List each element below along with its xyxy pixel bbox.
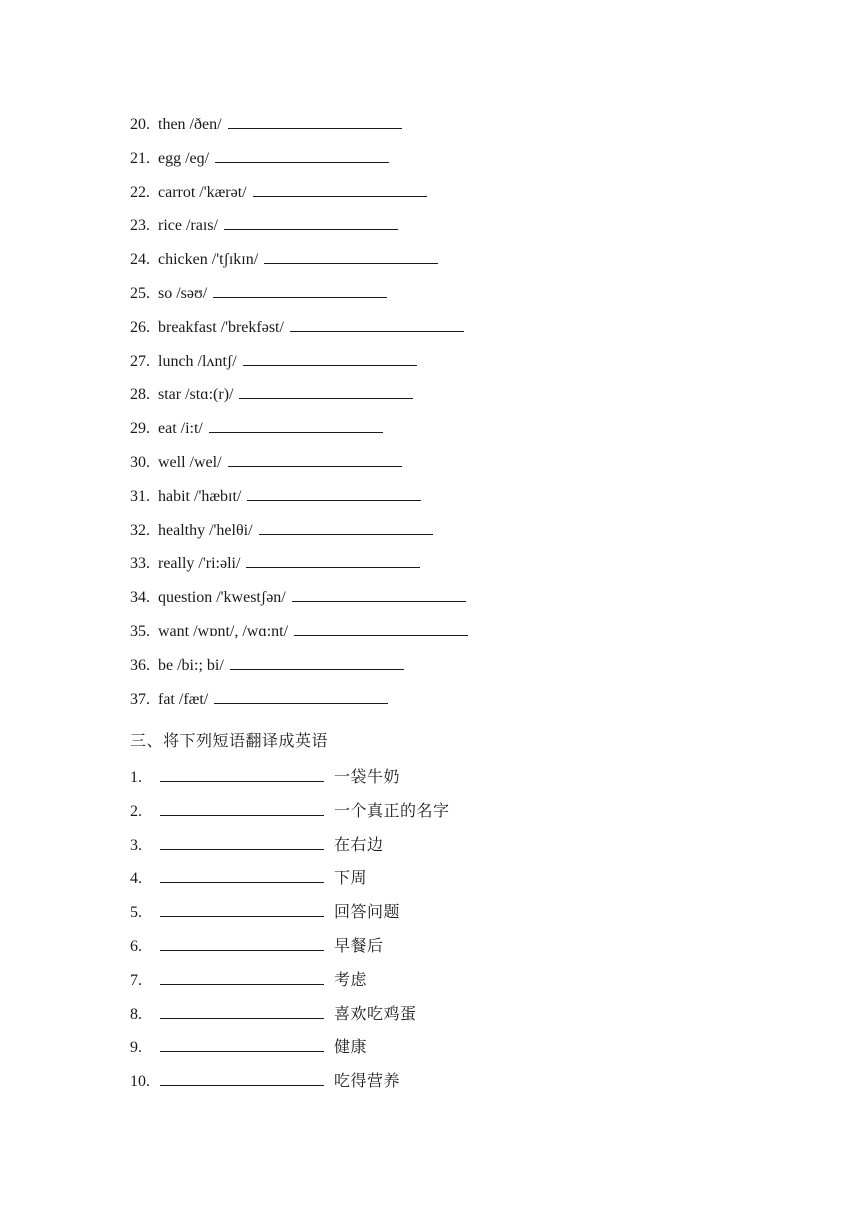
vocab-item — [130, 516, 730, 550]
phrase-chinese: 健康 — [334, 1037, 368, 1057]
answer-blank — [160, 763, 324, 782]
answer-blank — [160, 1000, 324, 1019]
vocab-word: be /bi:; bi/ — [158, 656, 224, 674]
vocab-item — [130, 110, 730, 144]
phrase-chinese: 一个真正的名字 — [334, 800, 450, 820]
vocab-item — [130, 583, 730, 617]
vocab-item — [130, 617, 730, 651]
vocab-word: eat /i:t/ — [158, 420, 203, 438]
answer-blank — [264, 245, 438, 264]
vocab-word: carrot /'kærət/ — [158, 183, 247, 201]
vocab-number: 35. — [130, 622, 150, 640]
answer-blank — [160, 898, 324, 917]
vocab-word: question /'kwestʃən/ — [158, 589, 286, 607]
vocab-number: 37. — [130, 690, 150, 708]
phrase-chinese: 回答问题 — [334, 902, 401, 922]
answer-blank — [230, 651, 404, 670]
vocab-word: then /ðen/ — [158, 116, 222, 133]
answer-blank — [246, 549, 420, 568]
answer-blank — [160, 864, 324, 883]
phrase-item — [130, 1000, 730, 1034]
answer-blank — [160, 966, 324, 985]
answer-blank — [259, 516, 433, 535]
answer-blank — [215, 144, 389, 163]
phrase-chinese: 早餐后 — [334, 935, 384, 955]
phrase-number: 6. — [130, 937, 142, 955]
vocab-number: 29. — [130, 420, 150, 438]
vocab-item — [130, 380, 730, 414]
phrase-chinese: 喜欢吃鸡蛋 — [334, 1003, 417, 1023]
vocab-word: rice /raɪs/ — [158, 217, 218, 235]
answer-blank — [228, 448, 402, 467]
vocab-item — [130, 414, 730, 448]
vocab-number: 24. — [130, 251, 150, 269]
answer-blank — [160, 932, 324, 951]
phrase-item — [130, 1067, 730, 1101]
vocab-number: 32. — [130, 521, 150, 539]
vocab-number: 31. — [130, 487, 150, 505]
answer-blank — [224, 211, 398, 230]
answer-blank — [160, 1033, 324, 1052]
vocab-word: breakfast /'brekfəst/ — [158, 318, 284, 336]
vocab-item — [130, 549, 730, 583]
answer-blank — [160, 1067, 324, 1086]
phrase-number: 2. — [130, 802, 142, 820]
answer-blank — [160, 797, 324, 816]
vocab-word: egg /eɡ/ — [158, 149, 210, 167]
vocab-word: want /wɒnt/, /wɑ:nt/ — [158, 622, 289, 640]
phrase-item — [130, 864, 730, 898]
phrase-number: 3. — [130, 836, 142, 854]
phrase-number: 9. — [130, 1039, 142, 1057]
vocab-number: 20. — [130, 116, 150, 133]
answer-blank — [243, 347, 417, 366]
vocab-word: really /'ri:əli/ — [158, 555, 241, 573]
vocab-word: so /səʊ/ — [158, 284, 208, 302]
answer-blank — [239, 380, 413, 399]
vocab-number: 28. — [130, 386, 150, 404]
phrase-list — [130, 763, 730, 1101]
phrase-number: 10. — [130, 1073, 150, 1091]
section-heading: 三、将下列短语翻译成英语 — [130, 731, 329, 750]
vocab-number: 22. — [130, 183, 150, 201]
phrase-item — [130, 763, 730, 797]
phrase-item — [130, 831, 730, 865]
vocab-item — [130, 279, 730, 313]
answer-blank — [209, 414, 383, 433]
phrase-number: 5. — [130, 904, 142, 922]
vocab-item — [130, 245, 730, 279]
vocab-number: 36. — [130, 656, 150, 674]
vocab-word: habit /'hæbɪt/ — [158, 487, 242, 505]
vocab-word: chicken /'tʃɪkɪn/ — [158, 251, 259, 269]
phrase-number: 8. — [130, 1005, 142, 1023]
phrase-item — [130, 966, 730, 1000]
answer-blank — [228, 110, 402, 129]
phrase-chinese: 吃得营养 — [334, 1071, 401, 1091]
phrase-number: 1. — [130, 769, 142, 786]
vocab-number: 26. — [130, 318, 150, 336]
vocab-item — [130, 144, 730, 178]
vocab-item — [130, 651, 730, 685]
vocab-word: well /wel/ — [158, 453, 222, 471]
vocab-item — [130, 448, 730, 482]
vocab-item — [130, 685, 730, 719]
phrase-chinese: 下周 — [334, 868, 368, 888]
answer-blank — [292, 583, 466, 602]
vocab-number: 25. — [130, 284, 150, 302]
phrase-item — [130, 1033, 730, 1067]
answer-blank — [247, 482, 421, 501]
vocab-word: star /stɑ:(r)/ — [158, 386, 234, 404]
vocab-word: lunch /lʌntʃ/ — [158, 352, 237, 370]
vocab-number: 21. — [130, 149, 150, 167]
phrase-item — [130, 797, 730, 831]
answer-blank — [294, 617, 468, 636]
phrase-chinese: 在右边 — [334, 834, 384, 854]
vocab-word: healthy /'helθi/ — [158, 521, 253, 539]
vocab-number: 34. — [130, 589, 150, 607]
answer-blank — [214, 685, 388, 704]
vocab-item — [130, 313, 730, 347]
phrase-number: 7. — [130, 971, 142, 989]
answer-blank — [253, 178, 427, 197]
phrase-chinese: 一袋牛奶 — [334, 767, 401, 786]
vocab-item — [130, 482, 730, 516]
vocab-list — [130, 110, 730, 718]
vocab-item — [130, 178, 730, 212]
vocab-number: 23. — [130, 217, 150, 235]
vocab-number: 30. — [130, 453, 150, 471]
vocab-item — [130, 211, 730, 245]
vocab-item — [130, 347, 730, 381]
phrase-number: 4. — [130, 870, 142, 888]
phrase-item — [130, 932, 730, 966]
answer-blank — [213, 279, 387, 298]
phrase-item — [130, 898, 730, 932]
answer-blank — [290, 313, 464, 332]
phrase-chinese: 考虑 — [334, 969, 368, 989]
answer-blank — [160, 831, 324, 850]
vocab-word: fat /fæt/ — [158, 690, 209, 708]
vocab-number: 27. — [130, 352, 150, 370]
vocab-number: 33. — [130, 555, 150, 573]
